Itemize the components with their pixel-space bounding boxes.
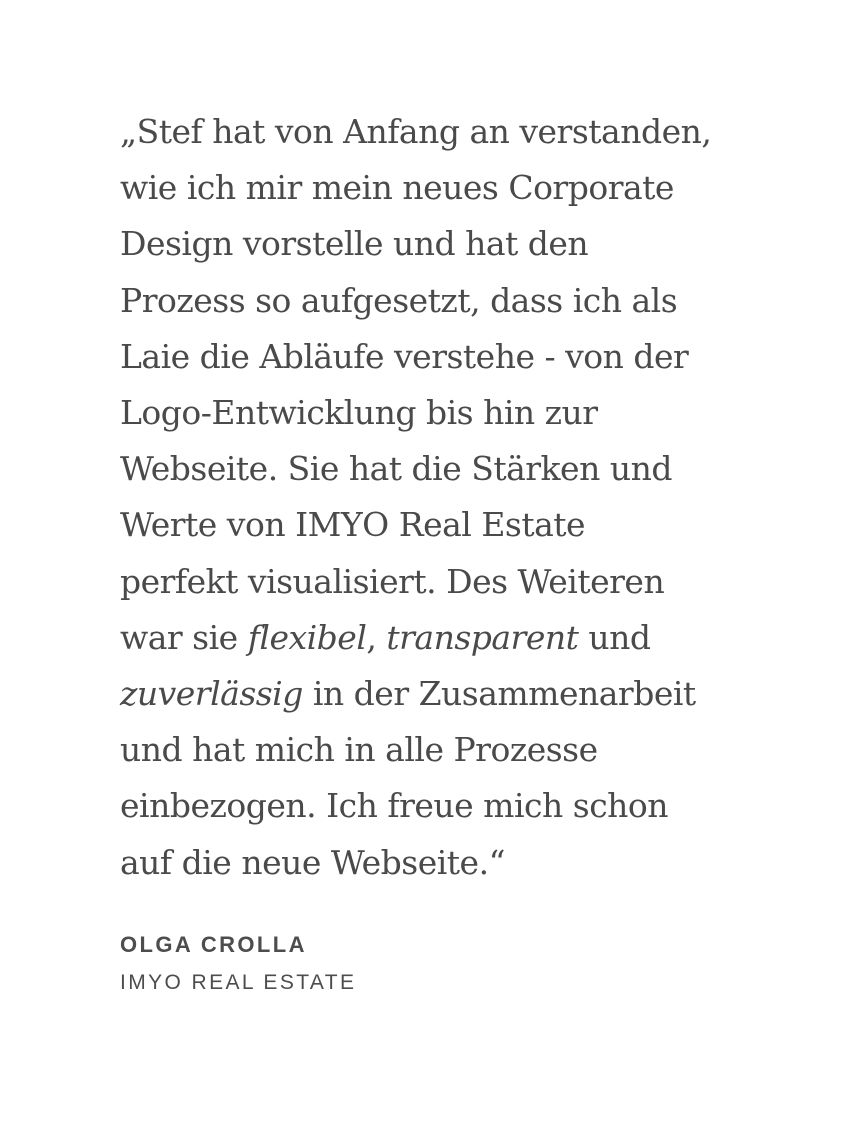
quote-text: war sie (120, 617, 248, 657)
quote-line: auf die neue Webseite.“ (120, 842, 505, 882)
quote-line: Laie die Abläufe verstehe - von der (120, 336, 689, 376)
author-name: OLGA CROLLA (120, 931, 307, 957)
testimonial-attribution (120, 927, 760, 1003)
quote-line: Logo-Entwicklung bis hin zur (120, 393, 598, 433)
quote-line: Werte von IMYO Real Estate (120, 505, 586, 545)
quote-line: Design vorstelle und hat den (120, 224, 589, 264)
quote-line: und hat mich in alle Prozesse (120, 730, 598, 770)
quote-line (120, 666, 760, 722)
quote-line: einbezogen. Ich freue mich schon (120, 786, 669, 826)
quote-line: perfekt visualisiert. Des Weiteren (120, 561, 665, 601)
quote-text: in der Zusammenarbeit (302, 674, 696, 714)
quote-emphasis: zuverlässig (120, 674, 303, 714)
testimonial (120, 104, 760, 1003)
quote-text: und (578, 617, 651, 657)
quote-text: , (366, 617, 387, 657)
quote-line (120, 610, 760, 666)
quote-line: „Stef hat von Anfang an verstanden, (120, 112, 712, 151)
quote-line: wie ich mir mein neues Corporate (120, 168, 674, 208)
author-company: IMYO REAL ESTATE (120, 970, 357, 994)
testimonial-quote (120, 104, 760, 891)
quote-emphasis: flexibel (247, 617, 367, 657)
quote-line: Prozess so aufgesetzt, dass ich als (120, 280, 678, 320)
quote-line: Webseite. Sie hat die Stärken und (120, 449, 672, 489)
quote-emphasis: transparent (386, 617, 579, 657)
